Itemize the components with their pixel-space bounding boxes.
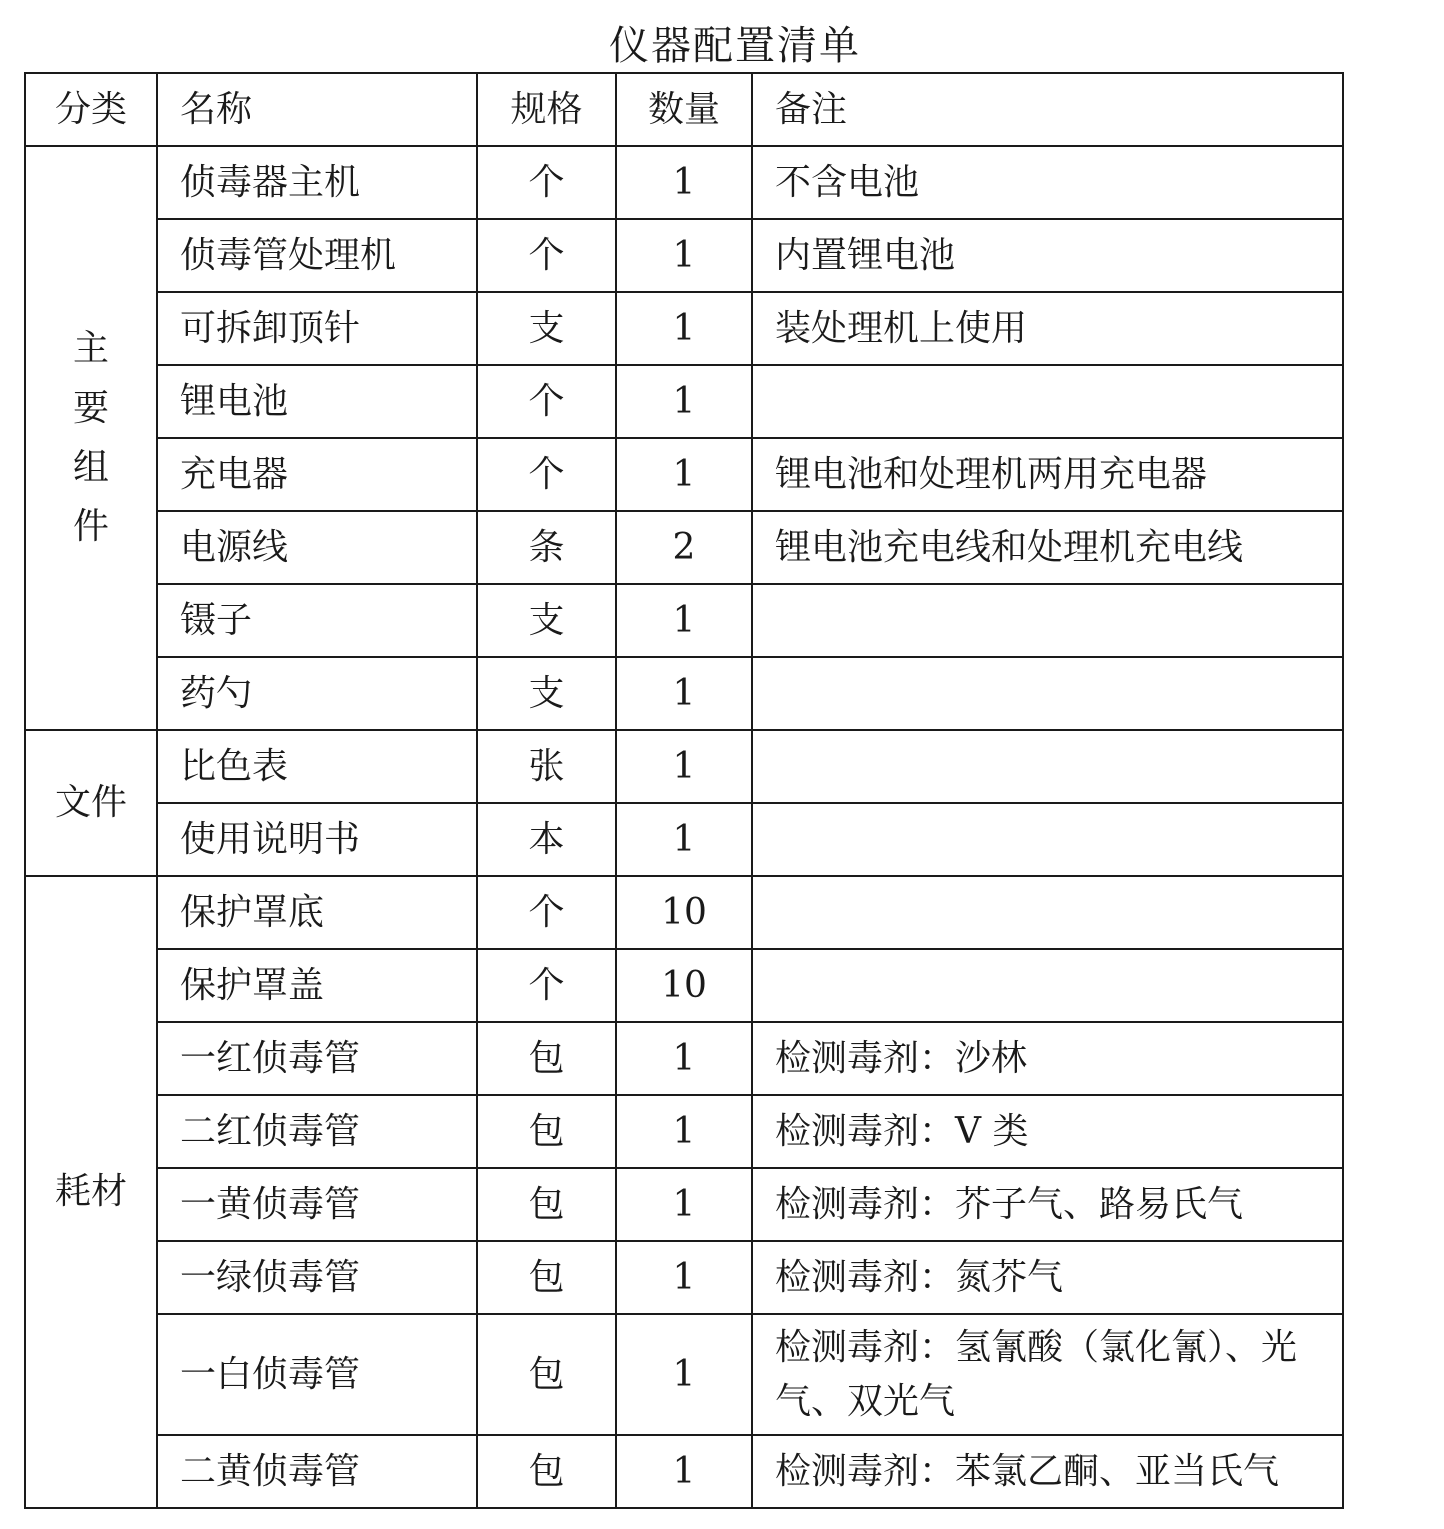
row-quantity: 2 [616,511,752,584]
row-quantity: 1 [616,365,752,438]
table-row [25,146,1343,219]
table-row [25,1168,1343,1241]
row-note: 锂电池充电线和处理机充电线 [752,511,1343,584]
header-name: 名称 [157,73,477,146]
row-spec: 包 [477,1314,616,1435]
row-spec: 个 [477,876,616,949]
row-note [752,365,1343,438]
row-name: 一黄侦毒管 [157,1168,477,1241]
row-quantity: 1 [616,1022,752,1095]
row-note [752,1314,1343,1435]
row-name: 侦毒器主机 [157,146,477,219]
row-name: 侦毒管处理机 [157,219,477,292]
table-row [25,1095,1343,1168]
header-spec: 规格 [477,73,616,146]
row-note [752,584,1343,657]
category-cell-main [25,146,157,730]
document-title: 仪器配置清单 [609,23,861,69]
table-row [25,730,1343,803]
row-note: 检测毒剂：芥子气、路易氏气 [752,1168,1343,1241]
row-quantity: 10 [616,949,752,1022]
table-header-row [25,73,1343,146]
row-quantity: 1 [616,803,752,876]
row-quantity: 1 [616,219,752,292]
row-note [752,949,1343,1022]
row-note [752,657,1343,730]
table-row [25,876,1343,949]
table-row [25,292,1343,365]
row-spec: 个 [477,365,616,438]
table-row [25,365,1343,438]
table-row [25,657,1343,730]
row-note: 不含电池 [752,146,1343,219]
row-name: 药勺 [157,657,477,730]
row-name: 使用说明书 [157,803,477,876]
row-quantity: 10 [616,876,752,949]
category-cell-consumables: 耗材 [25,876,157,1508]
table-row [25,219,1343,292]
row-name: 二黄侦毒管 [157,1435,477,1508]
category-label-main: 主要组件 [72,328,109,548]
row-quantity: 1 [616,146,752,219]
row-spec: 支 [477,584,616,657]
row-name: 锂电池 [157,365,477,438]
row-note-text: 检测毒剂：氢氰酸（氯化氰）、光气、双光气 [775,1326,1298,1422]
row-name: 二红侦毒管 [157,1095,477,1168]
row-spec: 个 [477,438,616,511]
row-spec: 支 [477,292,616,365]
row-spec: 个 [477,219,616,292]
row-note: 锂电池和处理机两用充电器 [752,438,1343,511]
row-note: 内置锂电池 [752,219,1343,292]
table-row [25,1241,1343,1314]
row-spec: 包 [477,1022,616,1095]
row-quantity: 1 [616,438,752,511]
row-note: 装处理机上使用 [752,292,1343,365]
row-spec: 包 [477,1095,616,1168]
row-name: 比色表 [157,730,477,803]
table-row [25,1314,1343,1435]
row-quantity: 1 [616,292,752,365]
row-spec: 包 [477,1435,616,1508]
category-cell-docs: 文件 [25,730,157,876]
row-spec: 支 [477,657,616,730]
row-quantity: 1 [616,730,752,803]
row-quantity: 1 [616,1241,752,1314]
row-name: 镊子 [157,584,477,657]
row-spec: 包 [477,1168,616,1241]
row-spec: 条 [477,511,616,584]
row-note [752,730,1343,803]
row-name: 可拆卸顶针 [157,292,477,365]
row-note: 检测毒剂：苯氯乙酮、亚当氏气 [752,1435,1343,1508]
row-name: 一绿侦毒管 [157,1241,477,1314]
row-quantity: 1 [616,657,752,730]
row-note [752,803,1343,876]
row-name: 充电器 [157,438,477,511]
table-row [25,511,1343,584]
row-quantity: 1 [616,1095,752,1168]
row-note [752,876,1343,949]
row-quantity: 1 [616,1168,752,1241]
table-row [25,438,1343,511]
table-row [25,949,1343,1022]
row-spec: 本 [477,803,616,876]
row-note: 检测毒剂：V 类 [752,1095,1343,1168]
row-name: 一红侦毒管 [157,1022,477,1095]
row-spec: 个 [477,146,616,219]
row-quantity: 1 [616,1314,752,1435]
table-row [25,1022,1343,1095]
table-row [25,584,1343,657]
row-spec: 张 [477,730,616,803]
row-name: 电源线 [157,511,477,584]
row-note: 检测毒剂：沙林 [752,1022,1343,1095]
row-spec: 个 [477,949,616,1022]
header-quantity: 数量 [616,73,752,146]
table-row [25,1435,1343,1508]
header-category: 分类 [25,73,157,146]
row-spec: 包 [477,1241,616,1314]
row-quantity: 1 [616,584,752,657]
row-name: 一白侦毒管 [157,1314,477,1435]
header-note: 备注 [752,73,1343,146]
row-name: 保护罩底 [157,876,477,949]
inventory-table [24,72,1344,1509]
row-quantity: 1 [616,1435,752,1508]
table-row [25,803,1343,876]
row-name: 保护罩盖 [157,949,477,1022]
row-note: 检测毒剂：氮芥气 [752,1241,1343,1314]
